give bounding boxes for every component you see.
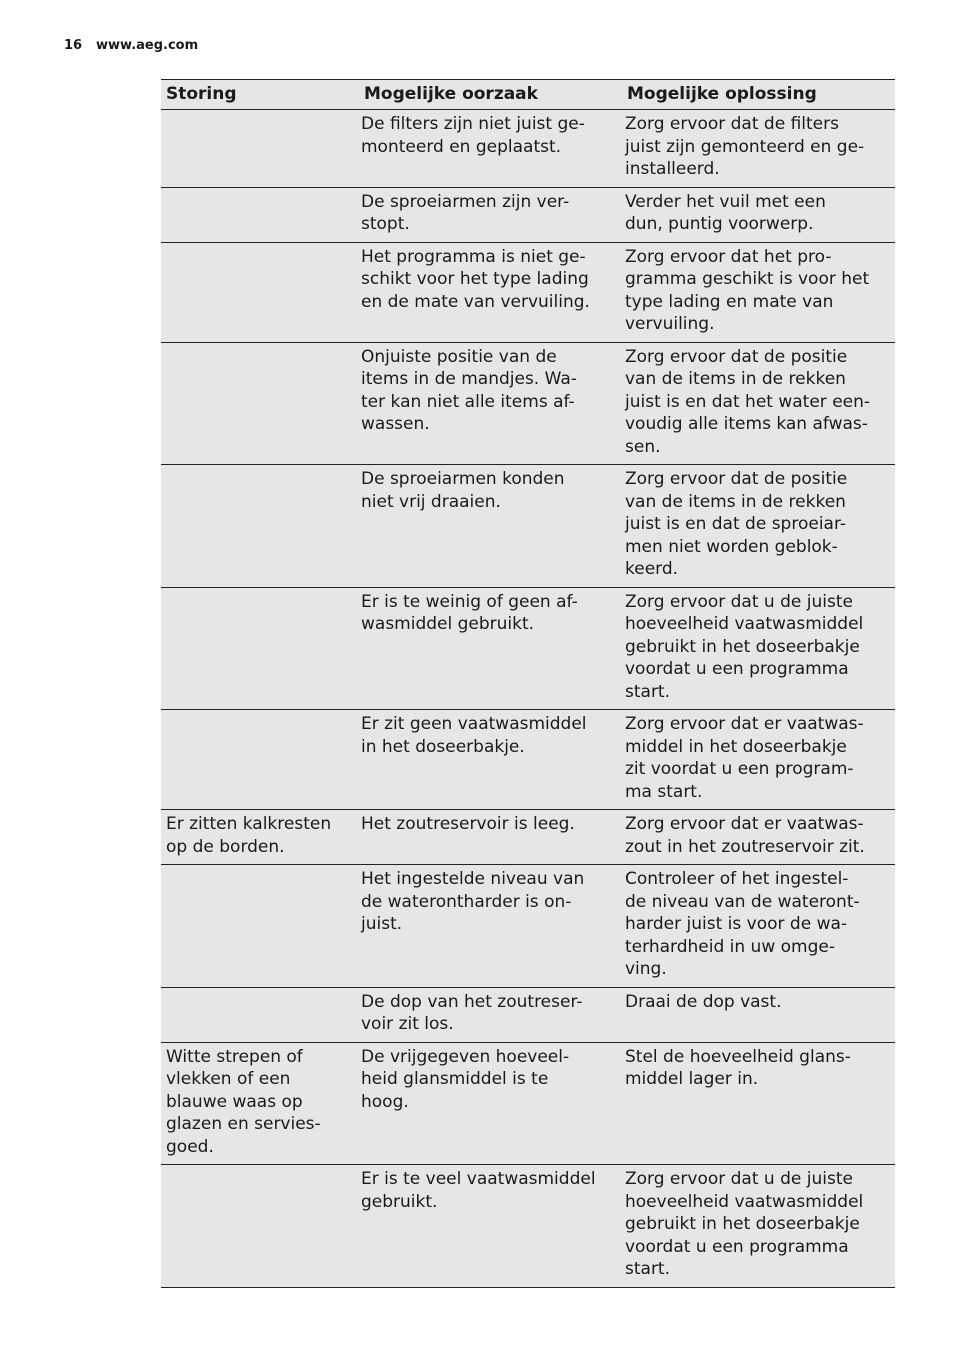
solution-cell: Controleer of het ingestel- de niveau van de wateront- harder juist is voor de wa- terhardheid in uw omge- ving.: [622, 865, 895, 988]
cause-cell: Er zit geen vaatwasmiddel in het doseerbakje.: [359, 710, 622, 810]
problem-cell: [161, 465, 359, 588]
cause-cell: De vrijgegeven hoeveel- heid glansmiddel is te hoog.: [359, 1042, 622, 1165]
cause-cell: De sproeiarmen zijn ver- stopt.: [359, 187, 622, 242]
problem-cell: [161, 342, 359, 465]
page-number: 16: [64, 38, 83, 53]
solution-cell: Zorg ervoor dat er vaatwas- middel in het doseerbakje zit voordat u een program- ma start.: [622, 710, 895, 810]
table-row: [161, 187, 895, 242]
cause-cell: Er is te weinig of geen af- wasmiddel gebruikt.: [359, 587, 622, 710]
problem-cell: [161, 187, 359, 242]
cause-cell: Onjuiste positie van de items in de mandjes. Wa- ter kan niet alle items af- wassen.: [359, 342, 622, 465]
table-row: [161, 1042, 895, 1165]
problem-cell: [161, 1165, 359, 1288]
problem-cell: Er zitten kalkresten op de borden.: [161, 810, 359, 865]
solution-cell: Zorg ervoor dat u de juiste hoeveelheid vaatwasmiddel gebruikt in het doseerbakje voordat u een programma start.: [622, 1165, 895, 1288]
solution-cell: Zorg ervoor dat er vaatwas- zout in het zoutreservoir zit.: [622, 810, 895, 865]
cause-cell: Het zoutreservoir is leeg.: [359, 810, 622, 865]
table-row: [161, 810, 895, 865]
website-link[interactable]: www.aeg.com: [96, 38, 199, 53]
solution-cell: Stel de hoeveelheid glans- middel lager in.: [622, 1042, 895, 1165]
cause-cell: De dop van het zoutreser- voir zit los.: [359, 987, 622, 1042]
problem-cell: [161, 110, 359, 188]
problem-cell: [161, 865, 359, 988]
troubleshooting-table: [161, 79, 895, 1288]
table-row: [161, 987, 895, 1042]
table-row: [161, 110, 895, 188]
problem-cell: [161, 710, 359, 810]
solution-cell: Draai de dop vast.: [622, 987, 895, 1042]
column-header-cause: Mogelijke oorzaak: [359, 80, 622, 110]
table-row: [161, 865, 895, 988]
solution-cell: Zorg ervoor dat de filters juist zijn gemonteerd en ge- installeerd.: [622, 110, 895, 188]
table-row: [161, 710, 895, 810]
cause-cell: De filters zijn niet juist ge- monteerd en geplaatst.: [359, 110, 622, 188]
cause-cell: De sproeiarmen konden niet vrij draaien.: [359, 465, 622, 588]
solution-cell: Zorg ervoor dat u de juiste hoeveelheid vaatwasmiddel gebruikt in het doseerbakje voordat u een programma start.: [622, 587, 895, 710]
problem-cell: [161, 242, 359, 342]
table-row: [161, 342, 895, 465]
solution-cell: Zorg ervoor dat het pro- gramma geschikt is voor het type lading en mate van vervuiling.: [622, 242, 895, 342]
solution-cell: Zorg ervoor dat de positie van de items in de rekken juist is en dat de sproeiar- men niet worden geblok- keerd.: [622, 465, 895, 588]
column-header-problem: Storing: [161, 80, 359, 110]
cause-cell: Het programma is niet ge- schikt voor het type lading en de mate van vervuiling.: [359, 242, 622, 342]
problem-cell: [161, 987, 359, 1042]
problem-cell: [161, 587, 359, 710]
table-header-row: [161, 80, 895, 110]
solution-cell: Verder het vuil met een dun, puntig voorwerp.: [622, 187, 895, 242]
page-header: [64, 38, 198, 53]
table-row: [161, 242, 895, 342]
table-row: [161, 1165, 895, 1288]
table-row: [161, 465, 895, 588]
cause-cell: Er is te veel vaatwasmiddel gebruikt.: [359, 1165, 622, 1288]
table-body: [161, 110, 895, 1288]
problem-cell: Witte strepen of vlekken of een blauwe waas op glazen en servies- goed.: [161, 1042, 359, 1165]
column-header-solution: Mogelijke oplossing: [622, 80, 895, 110]
table-row: [161, 587, 895, 710]
solution-cell: Zorg ervoor dat de positie van de items in de rekken juist is en dat het water een- voudig alle items kan afwas- sen.: [622, 342, 895, 465]
cause-cell: Het ingestelde niveau van de waterontharder is on- juist.: [359, 865, 622, 988]
